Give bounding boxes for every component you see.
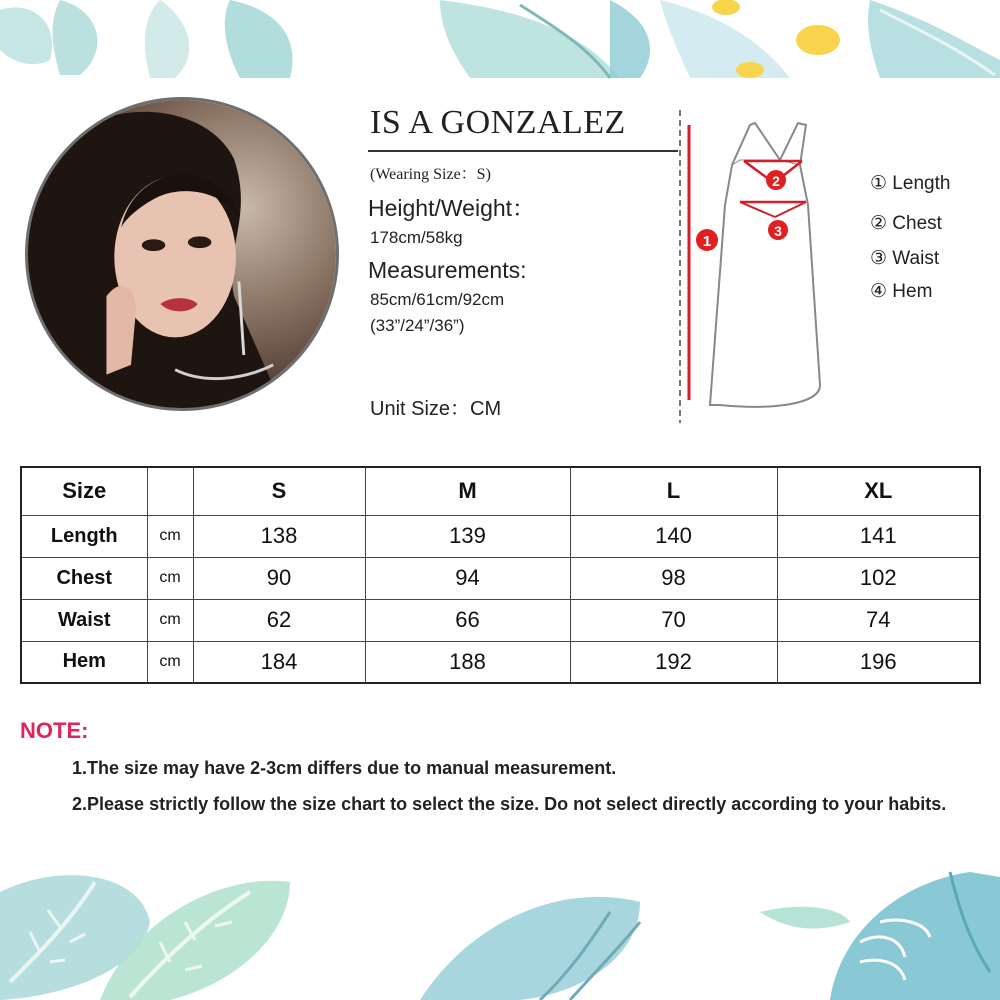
name-underline	[368, 150, 678, 152]
value-cell: 139	[365, 515, 570, 557]
unit-cell: cm	[147, 599, 193, 641]
dress-diagram	[670, 105, 860, 425]
model-portrait	[25, 97, 339, 411]
measurements-in: (33”/24”/36”)	[370, 316, 465, 335]
size-chart-table	[20, 466, 981, 684]
model-name: IS A GONZALEZ	[370, 104, 626, 141]
size-header: XL	[777, 467, 980, 515]
wearing-size: (Wearing Size：S)	[370, 166, 491, 183]
value-cell: 102	[777, 557, 980, 599]
marker-1-icon	[696, 229, 718, 251]
table-row	[21, 641, 980, 683]
value-cell: 184	[193, 641, 365, 683]
measurements-label: Measurements:	[368, 257, 527, 283]
value-cell: 98	[570, 557, 777, 599]
legend-hem: ④ Hem	[870, 281, 933, 302]
svg-text:1: 1	[702, 233, 712, 250]
marker-3-icon	[768, 220, 788, 240]
table-row	[21, 515, 980, 557]
legend-waist: ③ Waist	[870, 248, 940, 269]
marker-2-icon	[766, 170, 786, 190]
row-label: Length	[21, 515, 147, 557]
value-cell: 74	[777, 599, 980, 641]
note-line: 1.The size may have 2-3cm differs due to manual measurement.	[72, 758, 617, 778]
svg-text:2: 2	[772, 173, 780, 189]
dress-outline-icon	[710, 123, 820, 407]
table-row	[21, 557, 980, 599]
value-cell: 66	[365, 599, 570, 641]
size-header: L	[570, 467, 777, 515]
value-cell: 70	[570, 599, 777, 641]
value-cell: 196	[777, 641, 980, 683]
svg-text:3: 3	[774, 223, 782, 239]
unit-cell: cm	[147, 557, 193, 599]
measurements-cm: 85cm/61cm/92cm	[370, 290, 505, 309]
table-header-row	[21, 467, 980, 515]
unit-cell: cm	[147, 641, 193, 683]
value-cell: 94	[365, 557, 570, 599]
row-label: Waist	[21, 599, 147, 641]
value-cell: 140	[570, 515, 777, 557]
height-weight-value: 178cm/58kg	[370, 228, 463, 247]
value-cell: 141	[777, 515, 980, 557]
top-leaf-decoration	[0, 0, 1000, 80]
row-label: Hem	[21, 641, 147, 683]
note-title: NOTE:	[20, 718, 89, 743]
size-header: M	[365, 467, 570, 515]
legend-length: ① Length	[870, 173, 951, 194]
unit-size: Unit Size：CM	[370, 398, 502, 420]
table-row	[21, 599, 980, 641]
note-line: 2.Please strictly follow the size chart to select the size. Do not select directly according to your habits.	[72, 794, 947, 814]
row-label: Chest	[21, 557, 147, 599]
value-cell: 138	[193, 515, 365, 557]
size-header-label: Size	[21, 467, 147, 515]
unit-cell: cm	[147, 515, 193, 557]
value-cell: 90	[193, 557, 365, 599]
size-header: S	[193, 467, 365, 515]
bottom-leaf-decoration	[0, 862, 1000, 1000]
legend-chest: ② Chest	[870, 213, 942, 234]
unit-header-cell	[147, 467, 193, 515]
value-cell: 188	[365, 641, 570, 683]
height-weight-label: Height/Weight：	[368, 195, 536, 221]
value-cell: 192	[570, 641, 777, 683]
value-cell: 62	[193, 599, 365, 641]
